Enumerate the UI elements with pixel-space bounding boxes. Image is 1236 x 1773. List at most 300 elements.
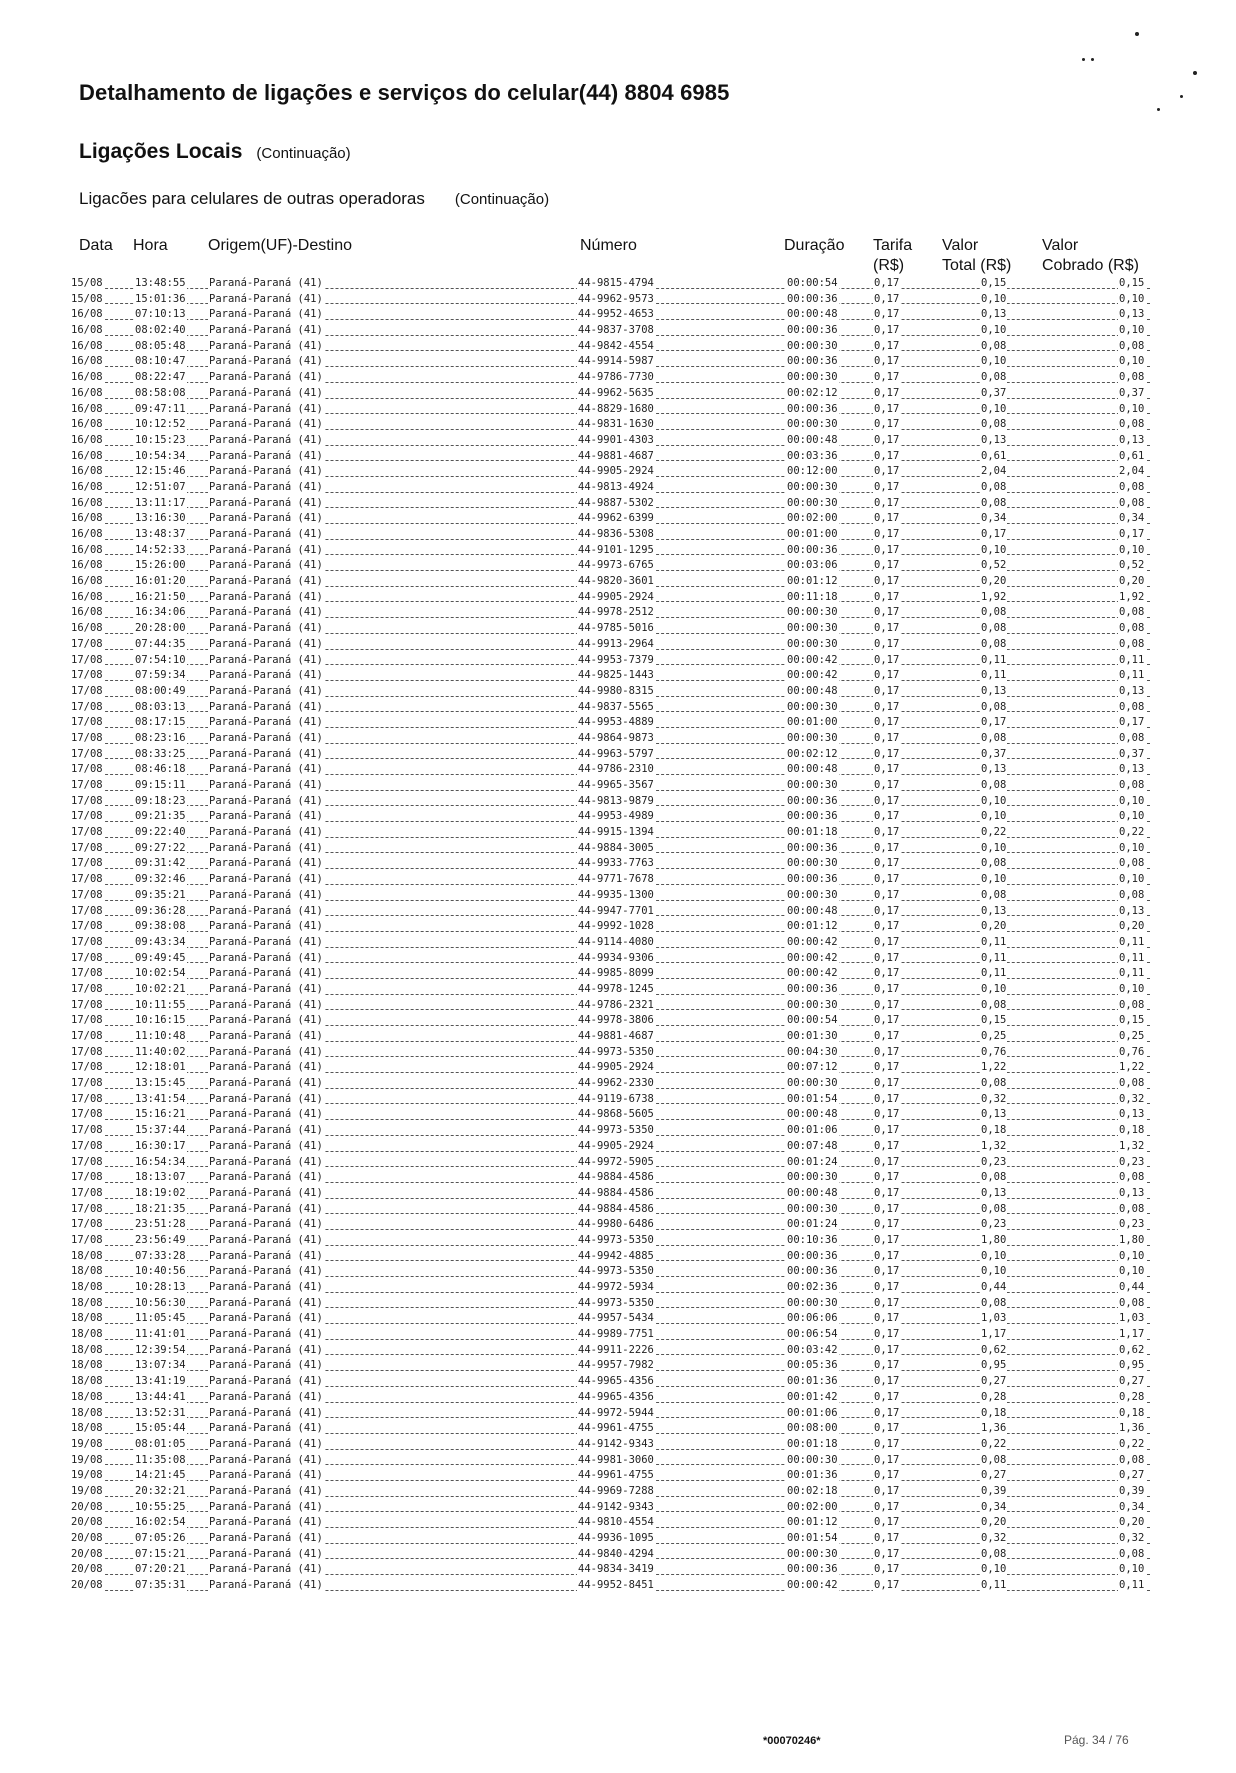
call-charged-value: 0,10 (1119, 292, 1145, 305)
call-charged-value: 0,08 (1119, 496, 1145, 509)
call-total-value: 0,11 (981, 1579, 1007, 1592)
call-charged-value: 0,08 (1119, 700, 1145, 713)
call-tariff: 0,17 (874, 1500, 900, 1513)
call-duration: 00:00:30 (787, 606, 838, 619)
call-number: 44-9953-7379 (578, 653, 654, 666)
call-time: 23:51:28 (135, 1218, 186, 1231)
call-time: 23:56:49 (135, 1233, 186, 1246)
call-duration: 00:00:48 (787, 684, 838, 697)
table-row (70, 1406, 1150, 1422)
call-tariff: 0,17 (874, 1516, 900, 1529)
call-time: 10:11:55 (135, 998, 186, 1011)
table-row (70, 1311, 1150, 1327)
table-row (70, 888, 1150, 904)
column-header-valor-cobrado (1042, 236, 1139, 276)
call-origin-destination: Paraná-Paraná (41) (209, 575, 323, 588)
call-time: 08:17:15 (135, 716, 186, 729)
table-row (70, 1092, 1150, 1108)
call-duration: 00:01:00 (787, 716, 838, 729)
call-origin-destination: Paraná-Paraná (41) (209, 1437, 323, 1450)
column-header-valor-total (942, 236, 1011, 276)
call-duration: 00:00:36 (787, 324, 838, 337)
call-total-value: 0,39 (981, 1484, 1007, 1497)
table-row (70, 856, 1150, 872)
call-number: 44-9973-5350 (578, 1265, 654, 1278)
column-header-origem: Origem(UF)-Destino (208, 237, 353, 254)
call-time: 11:10:48 (135, 1030, 186, 1042)
call-origin-destination: Paraná-Paraná (41) (209, 1328, 323, 1341)
table-row (70, 998, 1150, 1014)
call-charged-value: 0,27 (1119, 1375, 1145, 1388)
call-date: 20/08 (71, 1563, 103, 1576)
call-number: 44-9989-7751 (578, 1328, 654, 1341)
call-number: 44-9911-2226 (578, 1343, 654, 1356)
call-number: 44-9935-1300 (578, 888, 654, 901)
call-number: 44-9936-1095 (578, 1532, 654, 1544)
call-tariff: 0,17 (874, 1390, 900, 1403)
call-origin-destination: Paraná-Paraná (41) (209, 292, 323, 305)
call-charged-value: 0,13 (1119, 433, 1145, 446)
call-origin-destination: Paraná-Paraná (41) (209, 1186, 323, 1199)
call-duration: 00:00:36 (787, 543, 838, 556)
call-charged-value: 0,11 (1119, 967, 1145, 980)
call-time: 13:44:41 (135, 1390, 186, 1403)
call-duration: 00:10:36 (787, 1233, 838, 1246)
call-time: 10:54:34 (135, 449, 186, 462)
call-charged-value: 0,08 (1119, 1202, 1145, 1215)
call-tariff: 0,17 (874, 1359, 900, 1372)
call-duration: 00:07:12 (787, 1061, 838, 1074)
call-time: 09:47:11 (135, 402, 186, 415)
call-number: 44-9957-7982 (578, 1359, 654, 1372)
call-origin-destination: Paraná-Paraná (41) (209, 935, 323, 948)
call-charged-value: 0,08 (1119, 418, 1145, 431)
call-time: 07:20:21 (135, 1563, 186, 1576)
call-date: 17/08 (71, 873, 103, 886)
call-duration: 00:00:48 (787, 763, 838, 776)
call-duration: 00:00:42 (787, 653, 838, 666)
call-total-value: 1,80 (981, 1233, 1007, 1246)
call-origin-destination: Paraná-Paraná (41) (209, 794, 323, 807)
subsection-continuation: (Continuação) (454, 191, 550, 208)
call-charged-value: 0,15 (1119, 277, 1145, 289)
call-tariff: 0,17 (874, 308, 900, 321)
call-tariff: 0,17 (874, 653, 900, 666)
call-total-value: 1,36 (981, 1422, 1007, 1435)
call-number: 44-9985-8099 (578, 967, 654, 980)
call-charged-value: 0,37 (1119, 747, 1145, 760)
call-number: 44-9952-4653 (578, 308, 654, 321)
call-date: 16/08 (71, 606, 103, 619)
document-code: *00070246* (763, 1735, 821, 1747)
call-time: 10:28:13 (135, 1281, 186, 1293)
call-number: 44-9973-6765 (578, 559, 654, 572)
call-charged-value: 0,08 (1119, 888, 1145, 901)
call-origin-destination: Paraná-Paraná (41) (209, 1563, 323, 1576)
call-charged-value: 0,08 (1119, 339, 1145, 352)
call-duration: 00:00:36 (787, 1265, 838, 1278)
call-tariff: 0,17 (874, 1014, 900, 1027)
call-time: 07:44:35 (135, 637, 186, 650)
table-row (70, 323, 1150, 339)
call-time: 09:18:23 (135, 794, 186, 807)
table-row (70, 558, 1150, 574)
call-charged-value: 0,95 (1119, 1359, 1145, 1372)
call-time: 09:27:22 (135, 841, 186, 854)
call-charged-value: 0,10 (1119, 1563, 1145, 1576)
call-number: 44-9934-9306 (578, 951, 654, 964)
column-header-numero: Número (580, 237, 637, 254)
call-date: 17/08 (71, 637, 103, 650)
call-number: 44-8829-1680 (578, 402, 654, 415)
call-total-value: 0,10 (981, 982, 1007, 995)
call-date: 17/08 (71, 1124, 103, 1137)
call-date: 17/08 (71, 684, 103, 697)
call-time: 10:02:54 (135, 967, 186, 980)
call-total-value: 0,44 (981, 1281, 1007, 1293)
call-tariff: 0,17 (874, 292, 900, 305)
section-heading (79, 140, 351, 164)
call-origin-destination: Paraná-Paraná (41) (209, 684, 323, 697)
call-time: 13:16:30 (135, 512, 186, 525)
call-time: 16:30:17 (135, 1139, 186, 1152)
call-time: 13:41:54 (135, 1092, 186, 1105)
call-date: 19/08 (71, 1437, 103, 1450)
call-origin-destination: Paraná-Paraná (41) (209, 1139, 323, 1152)
call-charged-value: 0,10 (1119, 982, 1145, 995)
call-charged-value: 0,23 (1119, 1218, 1145, 1231)
call-duration: 00:00:42 (787, 967, 838, 980)
call-tariff: 0,17 (874, 1171, 900, 1184)
call-origin-destination: Paraná-Paraná (41) (209, 339, 323, 352)
call-number: 44-9962-6399 (578, 512, 654, 525)
call-time: 18:21:35 (135, 1202, 186, 1215)
call-tariff: 0,17 (874, 700, 900, 713)
call-duration: 00:00:42 (787, 1579, 838, 1592)
call-number: 44-9905-2924 (578, 1139, 654, 1152)
call-charged-value: 0,15 (1119, 1014, 1145, 1027)
table-row (70, 574, 1150, 590)
call-date: 17/08 (71, 716, 103, 729)
call-duration: 00:00:30 (787, 779, 838, 791)
call-charged-value: 0,13 (1119, 308, 1145, 321)
call-tariff: 0,17 (874, 386, 900, 399)
call-total-value: 0,61 (981, 449, 1007, 462)
call-total-value: 0,13 (981, 433, 1007, 446)
call-number: 44-9965-3567 (578, 779, 654, 791)
call-origin-destination: Paraná-Paraná (41) (209, 747, 323, 760)
table-row (70, 794, 1150, 810)
call-duration: 00:08:00 (787, 1422, 838, 1435)
table-row (70, 966, 1150, 982)
call-charged-value: 0,17 (1119, 528, 1145, 540)
call-duration: 00:00:30 (787, 339, 838, 352)
call-time: 15:01:36 (135, 292, 186, 305)
call-date: 17/08 (71, 1202, 103, 1215)
call-number: 44-9884-3005 (578, 841, 654, 854)
call-charged-value: 0,25 (1119, 1030, 1145, 1042)
column-header-valor-cobrado-line1: Valor (1042, 237, 1079, 254)
call-origin-destination: Paraná-Paraná (41) (209, 512, 323, 525)
table-row (70, 1123, 1150, 1139)
call-time: 11:40:02 (135, 1045, 186, 1058)
call-date: 17/08 (71, 1139, 103, 1152)
call-charged-value: 0,22 (1119, 826, 1145, 839)
call-duration: 00:00:48 (787, 433, 838, 446)
call-tariff: 0,17 (874, 731, 900, 744)
subsection-label: Ligacões para celulares de outras operadoras (79, 189, 425, 208)
call-number: 44-9868-5605 (578, 1108, 654, 1121)
call-number: 44-9864-9873 (578, 731, 654, 744)
call-charged-value: 0,32 (1119, 1532, 1145, 1544)
table-row (70, 1217, 1150, 1233)
call-tariff: 0,17 (874, 1547, 900, 1560)
table-row (70, 715, 1150, 731)
call-number: 44-9980-6486 (578, 1218, 654, 1231)
table-row (70, 1500, 1150, 1516)
call-charged-value: 0,23 (1119, 1155, 1145, 1168)
call-date: 18/08 (71, 1343, 103, 1356)
call-date: 16/08 (71, 512, 103, 525)
table-row (70, 590, 1150, 606)
call-origin-destination: Paraná-Paraná (41) (209, 1579, 323, 1592)
call-tariff: 0,17 (874, 418, 900, 431)
call-charged-value: 0,11 (1119, 1579, 1145, 1592)
call-origin-destination: Paraná-Paraná (41) (209, 920, 323, 933)
table-row (70, 700, 1150, 716)
call-charged-value: 0,10 (1119, 1265, 1145, 1278)
call-origin-destination: Paraná-Paraná (41) (209, 449, 323, 462)
call-charged-value: 0,13 (1119, 684, 1145, 697)
call-total-value: 0,10 (981, 794, 1007, 807)
call-date: 18/08 (71, 1359, 103, 1372)
call-date: 19/08 (71, 1453, 103, 1466)
call-date: 18/08 (71, 1312, 103, 1325)
call-total-value: 0,20 (981, 920, 1007, 933)
call-charged-value: 0,76 (1119, 1045, 1145, 1058)
call-date: 17/08 (71, 1186, 103, 1199)
call-tariff: 0,17 (874, 1328, 900, 1341)
call-time: 07:54:10 (135, 653, 186, 666)
scan-speck (1157, 108, 1160, 111)
call-origin-destination: Paraná-Paraná (41) (209, 1202, 323, 1215)
call-duration: 00:12:00 (787, 465, 838, 478)
call-total-value: 0,08 (981, 480, 1007, 493)
call-time: 15:05:44 (135, 1422, 186, 1435)
call-charged-value: 0,10 (1119, 794, 1145, 807)
call-time: 09:38:08 (135, 920, 186, 933)
call-origin-destination: Paraná-Paraná (41) (209, 1484, 323, 1497)
call-total-value: 0,08 (981, 418, 1007, 431)
table-row (70, 1374, 1150, 1390)
call-time: 20:28:00 (135, 622, 186, 635)
call-charged-value: 1,32 (1119, 1139, 1145, 1152)
call-charged-value: 0,44 (1119, 1281, 1145, 1293)
call-tariff: 0,17 (874, 1484, 900, 1497)
call-charged-value: 0,08 (1119, 779, 1145, 791)
call-tariff: 0,17 (874, 496, 900, 509)
call-tariff: 0,17 (874, 324, 900, 337)
call-time: 08:03:13 (135, 700, 186, 713)
call-number: 44-9905-2924 (578, 590, 654, 603)
call-origin-destination: Paraná-Paraná (41) (209, 1014, 323, 1027)
call-number: 44-9963-5797 (578, 747, 654, 760)
call-number: 44-9992-1028 (578, 920, 654, 933)
call-total-value: 0,13 (981, 763, 1007, 776)
call-tariff: 0,17 (874, 1186, 900, 1199)
call-total-value: 1,22 (981, 1061, 1007, 1074)
call-time: 20:32:21 (135, 1484, 186, 1497)
call-origin-destination: Paraná-Paraná (41) (209, 731, 323, 744)
call-charged-value: 0,08 (1119, 1547, 1145, 1560)
call-total-value: 0,95 (981, 1359, 1007, 1372)
call-date: 16/08 (71, 402, 103, 415)
calls-table (70, 276, 1150, 1594)
table-row (70, 872, 1150, 888)
call-date: 20/08 (71, 1547, 103, 1560)
call-charged-value: 0,17 (1119, 716, 1145, 729)
call-origin-destination: Paraná-Paraná (41) (209, 982, 323, 995)
call-date: 18/08 (71, 1249, 103, 1262)
call-tariff: 0,17 (874, 1343, 900, 1356)
call-duration: 00:03:36 (787, 449, 838, 462)
call-date: 17/08 (71, 841, 103, 854)
call-duration: 00:01:18 (787, 826, 838, 839)
call-tariff: 0,17 (874, 465, 900, 478)
call-time: 10:16:15 (135, 1014, 186, 1027)
call-number: 44-9953-4989 (578, 810, 654, 823)
call-total-value: 1,92 (981, 590, 1007, 603)
table-row (70, 1202, 1150, 1218)
call-date: 18/08 (71, 1296, 103, 1309)
call-total-value: 0,17 (981, 716, 1007, 729)
table-row (70, 1343, 1150, 1359)
call-tariff: 0,17 (874, 1061, 900, 1074)
call-time: 08:05:48 (135, 339, 186, 352)
call-time: 13:07:34 (135, 1359, 186, 1372)
call-time: 16:34:06 (135, 606, 186, 619)
call-tariff: 0,17 (874, 763, 900, 776)
call-number: 44-9965-4356 (578, 1375, 654, 1388)
call-tariff: 0,17 (874, 277, 900, 289)
call-origin-destination: Paraná-Paraná (41) (209, 700, 323, 713)
call-charged-value: 0,08 (1119, 731, 1145, 744)
column-header-valor-cobrado-line2: Cobrado (R$) (1042, 257, 1139, 274)
table-row (70, 1515, 1150, 1531)
call-origin-destination: Paraná-Paraná (41) (209, 1375, 323, 1388)
call-date: 16/08 (71, 622, 103, 635)
call-total-value: 0,10 (981, 324, 1007, 337)
table-row (70, 668, 1150, 684)
call-duration: 00:00:30 (787, 371, 838, 384)
call-duration: 00:02:36 (787, 1281, 838, 1293)
call-tariff: 0,17 (874, 590, 900, 603)
call-date: 16/08 (71, 339, 103, 352)
call-number: 44-9884-4586 (578, 1186, 654, 1199)
call-date: 17/08 (71, 669, 103, 682)
call-time: 10:02:21 (135, 982, 186, 995)
table-row (70, 292, 1150, 308)
call-total-value: 0,37 (981, 386, 1007, 399)
call-duration: 00:00:30 (787, 622, 838, 635)
table-row (70, 982, 1150, 998)
call-date: 16/08 (71, 559, 103, 572)
call-tariff: 0,17 (874, 920, 900, 933)
call-duration: 00:02:00 (787, 512, 838, 525)
call-date: 15/08 (71, 277, 103, 289)
call-duration: 00:00:30 (787, 1171, 838, 1184)
call-date: 19/08 (71, 1469, 103, 1482)
call-time: 12:18:01 (135, 1061, 186, 1074)
call-total-value: 0,34 (981, 1500, 1007, 1513)
call-total-value: 0,10 (981, 355, 1007, 368)
call-total-value: 0,13 (981, 1108, 1007, 1121)
call-time: 12:15:46 (135, 465, 186, 478)
call-number: 44-9119-6738 (578, 1092, 654, 1105)
call-tariff: 0,17 (874, 1469, 900, 1482)
call-time: 11:35:08 (135, 1453, 186, 1466)
table-row (70, 935, 1150, 951)
call-origin-destination: Paraná-Paraná (41) (209, 1422, 323, 1435)
call-total-value: 0,08 (981, 1202, 1007, 1215)
table-row (70, 1327, 1150, 1343)
table-row (70, 527, 1150, 543)
table-row (70, 1155, 1150, 1171)
call-origin-destination: Paraná-Paraná (41) (209, 904, 323, 917)
call-time: 10:15:23 (135, 433, 186, 446)
call-time: 09:36:28 (135, 904, 186, 917)
call-tariff: 0,17 (874, 637, 900, 650)
call-time: 13:48:37 (135, 528, 186, 540)
call-total-value: 0,22 (981, 1437, 1007, 1450)
call-total-value: 0,10 (981, 1249, 1007, 1262)
call-duration: 00:00:42 (787, 669, 838, 682)
call-charged-value: 0,08 (1119, 1296, 1145, 1309)
call-tariff: 0,17 (874, 888, 900, 901)
call-origin-destination: Paraná-Paraná (41) (209, 1516, 323, 1529)
call-total-value: 0,28 (981, 1390, 1007, 1403)
call-origin-destination: Paraná-Paraná (41) (209, 826, 323, 839)
call-date: 19/08 (71, 1484, 103, 1497)
call-total-value: 0,20 (981, 1516, 1007, 1529)
call-charged-value: 0,08 (1119, 637, 1145, 650)
call-tariff: 0,17 (874, 747, 900, 760)
call-origin-destination: Paraná-Paraná (41) (209, 967, 323, 980)
call-charged-value: 0,34 (1119, 1500, 1145, 1513)
call-origin-destination: Paraná-Paraná (41) (209, 433, 323, 446)
call-origin-destination: Paraná-Paraná (41) (209, 465, 323, 478)
call-time: 08:00:49 (135, 684, 186, 697)
call-origin-destination: Paraná-Paraná (41) (209, 637, 323, 650)
call-date: 17/08 (71, 1218, 103, 1231)
call-origin-destination: Paraná-Paraná (41) (209, 1155, 323, 1168)
call-number: 44-9973-5350 (578, 1233, 654, 1246)
call-number: 44-9771-7678 (578, 873, 654, 886)
table-row (70, 1578, 1150, 1594)
call-duration: 00:00:30 (787, 480, 838, 493)
call-origin-destination: Paraná-Paraná (41) (209, 1045, 323, 1058)
call-number: 44-9887-5302 (578, 496, 654, 509)
table-row (70, 276, 1150, 292)
call-duration: 00:01:24 (787, 1155, 838, 1168)
call-time: 07:05:26 (135, 1532, 186, 1544)
call-total-value: 0,08 (981, 339, 1007, 352)
call-tariff: 0,17 (874, 1249, 900, 1262)
table-row (70, 511, 1150, 527)
call-duration: 00:00:48 (787, 1186, 838, 1199)
call-charged-value: 0,13 (1119, 1186, 1145, 1199)
call-origin-destination: Paraná-Paraná (41) (209, 1469, 323, 1482)
